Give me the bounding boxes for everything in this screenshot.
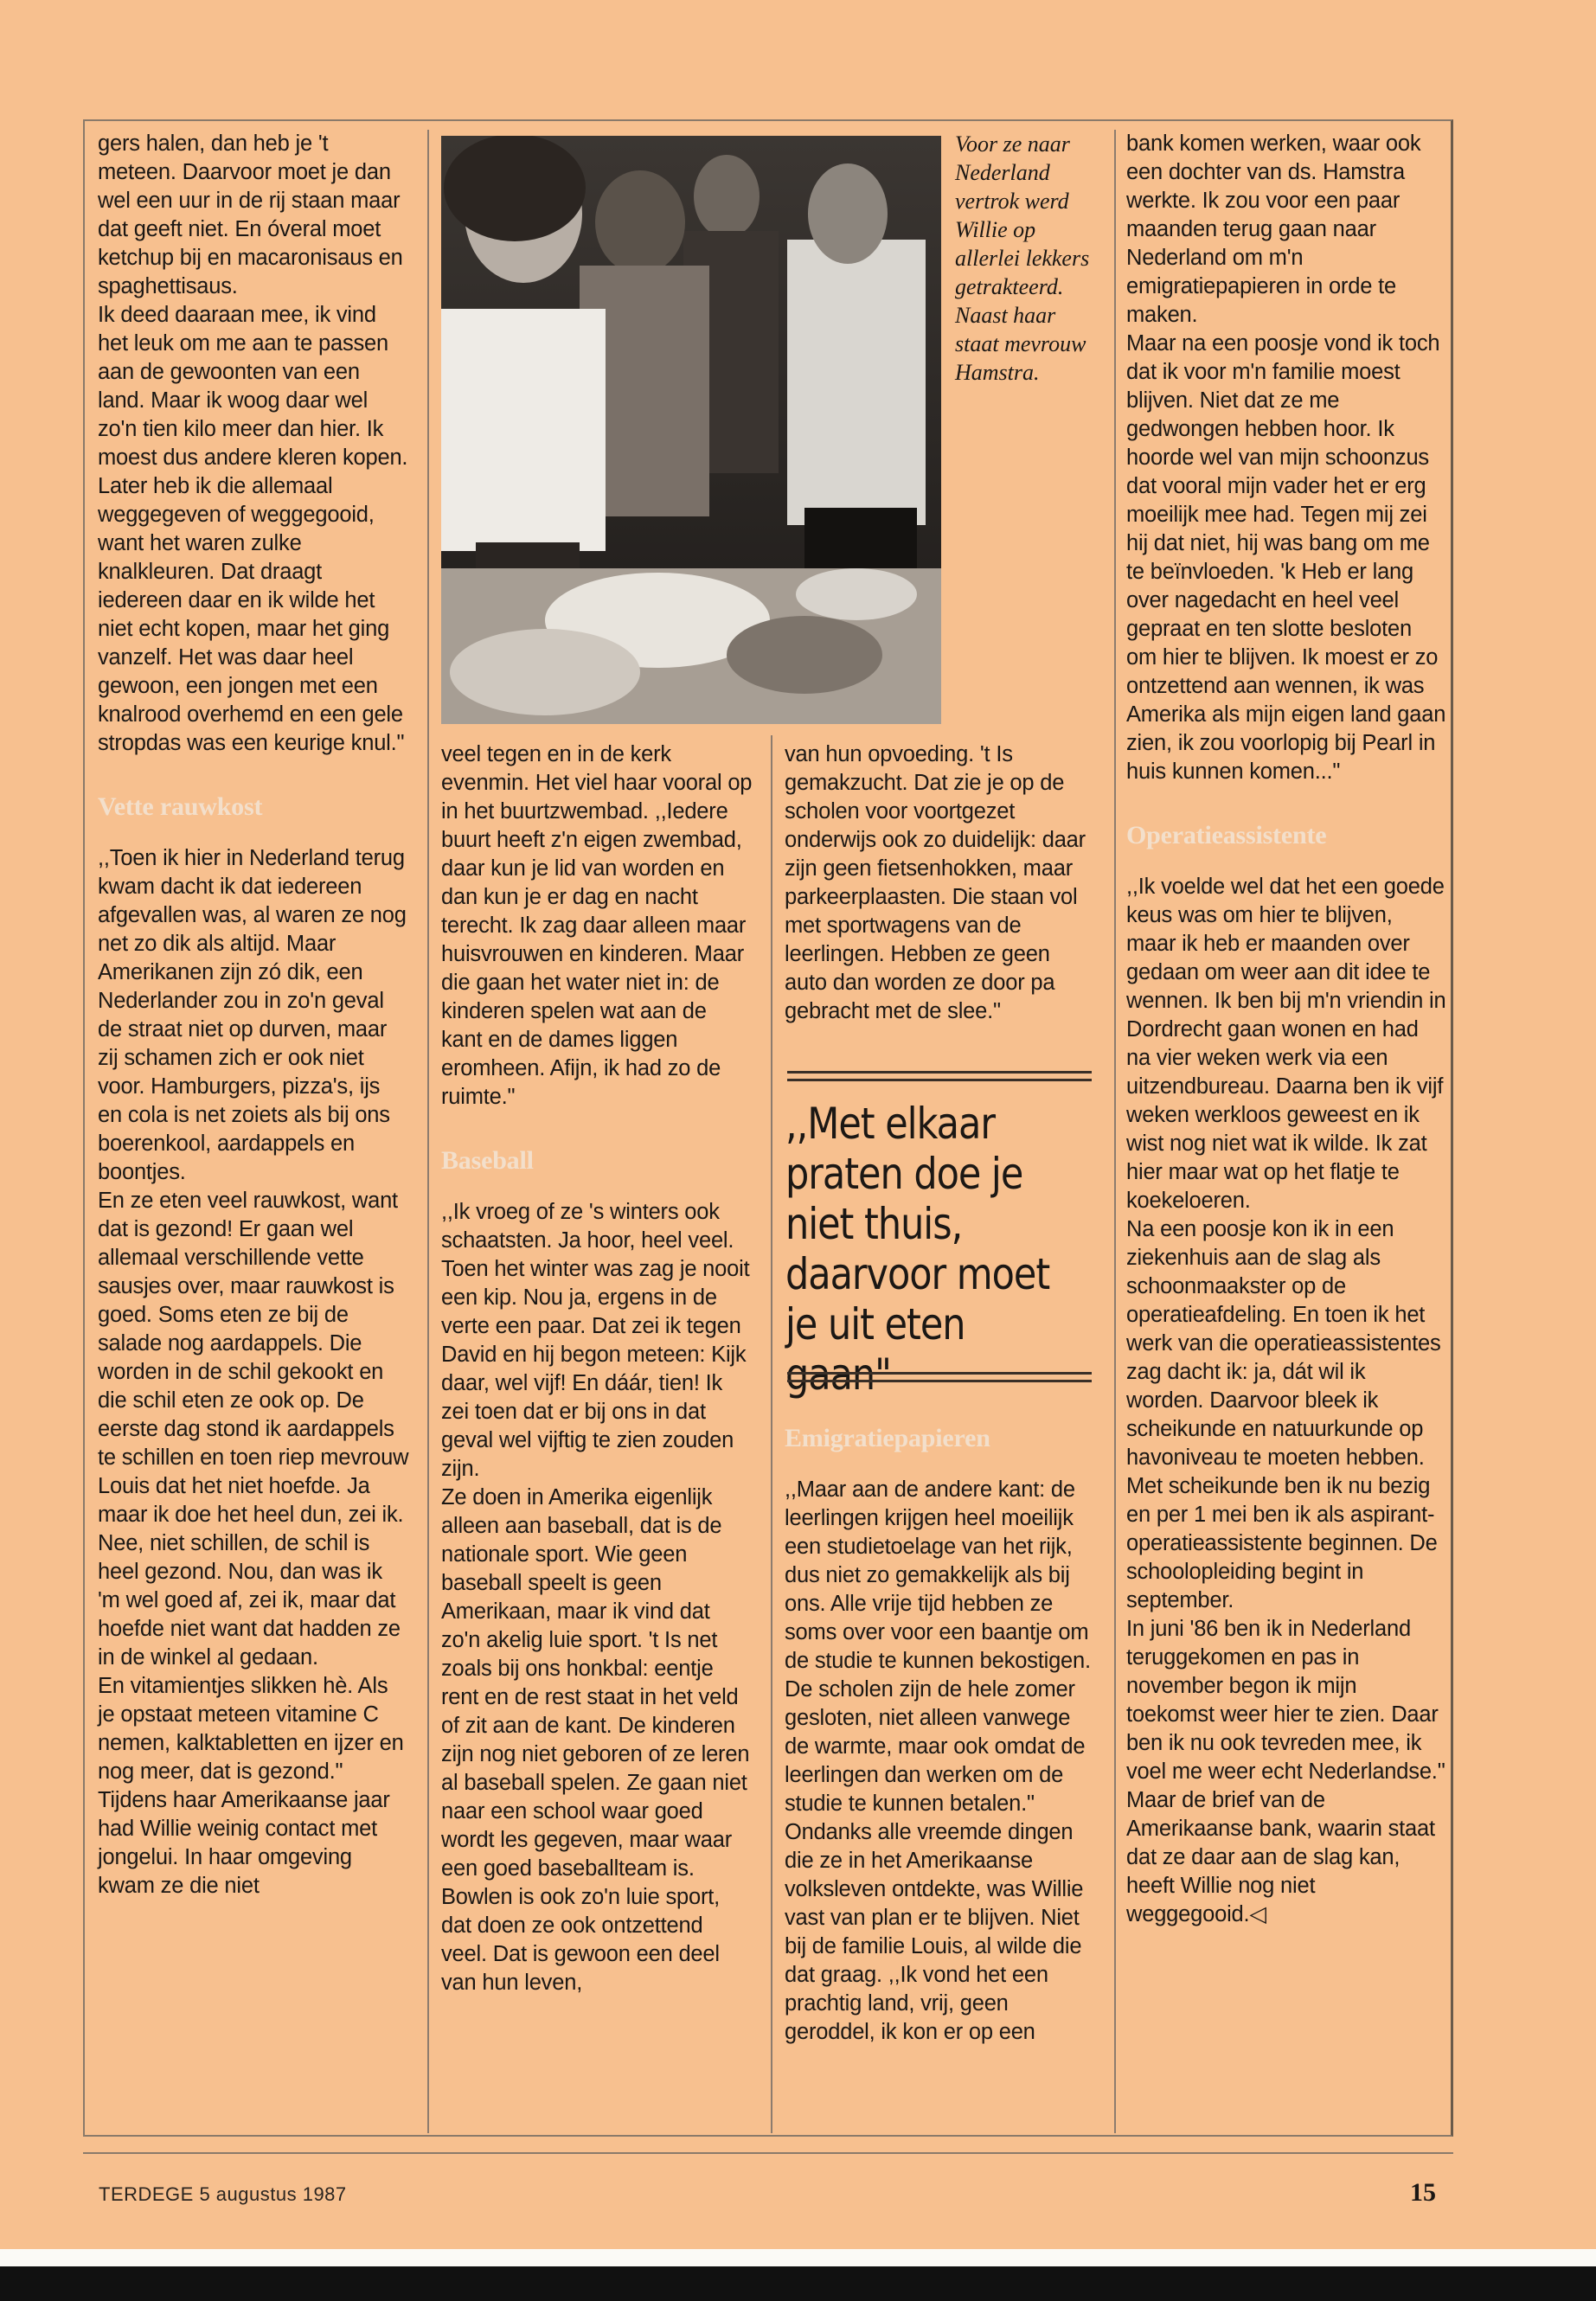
text-column-2 <box>441 740 753 1997</box>
paragraph: veel tegen en in de kerk evenmin. Het viel haar vooral op in het buurtzwembad. ,,Iedere buurt heeft z'n eigen zwembad, daar kun je lid van worden en dan kun je er dag en nacht terecht. Ik zag daar alleen maar huisvrouwen en kinderen. Maar die gaan het water niet in: de kinderen spelen wat aan de kant en de dames liggen eromheen. Afijn, ik had zo de ruimte." <box>441 742 753 1109</box>
subheading-operatieassistente: Operatieassistente <box>1126 821 1327 849</box>
paragraph: ,,Ik vroeg of ze 's winters ook schaatsten. Ja hoor, heel veel. Toen het winter was zag je nooit een kip. Nou ja, ergens in de verte een paar. Dat zei ik tegen David en hij begon meteen: Kijk daar, wel vijf! En dáár, tien! Ik zei toen dat er bij ons in dat geval wel vijftig te zien zouden zijn. <box>441 1200 750 1481</box>
column-divider <box>427 130 429 2133</box>
paragraph: ,,Ik voelde wel dat het een goede keus was om hier te blijven, maar ik heb er maanden over gedaan om weer aan dit idee te wennen. Ik ben bij m'n vriendin in Dordrecht gaan wonen en had na vier weken werk via een uitzendbureau. Daarna ben ik vijf weken werkloos geweest en ik wist nog niet wat ik wilde. Ik zat hier maar wat op het flatje te koekeloeren. <box>1126 875 1446 1213</box>
subheading-emigratiepapieren: Emigratiepapieren <box>785 1424 990 1452</box>
column-divider <box>771 735 772 2133</box>
photo-caption: Voor ze naar Nederland vertrok werd Willie op allerlei lekkers getrakteerd. Naast haar staat mevrouw Hamstra. <box>955 131 1090 385</box>
paragraph: Tijdens haar Amerikaanse jaar had Willie weinig contact met jongelui. In haar omgeving kwam ze die niet <box>98 1788 390 1898</box>
paragraph: En ze eten veel rauwkost, want dat is gezond! Er gaan wel allemaal verschillende vette sausjes over, maar rauwkost is goed. Soms eten ze bij de salade nog aardappels. Die worden in de schil gekookt en die schil eten ze ook op. De eerste dag stond ik aardappels te schillen en toen riep mevrouw Louis dat het niet hoefde. Ja maar ik doe het heel dun, zei ik. Nee, niet schillen, de schil is heel gezond. Nou, dan was ik 'm wel goed af, zei ik, maar dat hoefde niet want dat hadden ze in de winkel al gedaan. <box>98 1189 409 1670</box>
text-column-3-lower <box>785 1400 1096 2047</box>
paragraph: gers halen, dan heb je 't meteen. Daarvoor moet je dan wel een uur in de rij staan maar dat geeft niet. En óveral moet ketchup bij en macaronisaus en spaghettisaus. <box>98 131 403 298</box>
scan-edge <box>0 2266 1596 2301</box>
photo-willie-farewell <box>441 136 941 724</box>
subheading-baseball: Baseball <box>441 1146 534 1175</box>
paragraph: Ik deed daaraan mee, ik vind het leuk om me aan te passen aan de gewoonten van een land. Maar ik woog daar wel zo'n tien kilo meer dan hier. Ik moest dus andere kleren kopen. Later heb ik die allemaal weggegeven of weggegooid, want het waren zulke knalkleuren. Dat draagt iedereen daar en ik wilde het niet echt kopen, maar het ging vanzelf. Het was daar heel gewoon, een jongen met een knalrood overhemd en een gele stropdas was een keurige knul." <box>98 303 408 755</box>
quote-rule-top <box>787 1071 1092 1081</box>
paragraph: En vitamientjes slikken hè. Als je opstaat meteen vitamine C nemen, kalktabletten en ijzer en nog meer, dat is gezond." <box>98 1674 404 1784</box>
footer-rule <box>83 2152 1453 2154</box>
scan-margin <box>0 2249 1596 2266</box>
photo-illustration <box>441 136 941 724</box>
page-number: 15 <box>1410 2178 1436 2207</box>
paragraph: Ondanks alle vreemde dingen die ze in het Amerikaanse volksleven ontdekte, was Willie vast van plan er te blijven. Niet bij de familie Louis, al wilde die dat graag. ,,Ik vond het een prachtig land, vrij, geen geroddel, ik kon er op een <box>785 1820 1084 2044</box>
subheading-vette-rauwkost: Vette rauwkost <box>98 792 263 821</box>
paragraph: Bowlen is ook zo'n luie sport, dat doen ze ook ontzettend veel. Dat is gewoon een deel van hun leven, <box>441 1885 721 1995</box>
paragraph: bank komen werken, waar ook een dochter van ds. Hamstra werkte. Ik zou voor een paar maanden terug gaan naar Nederland om m'n emigratiepapieren in orde te maken. <box>1126 131 1421 327</box>
paragraph: Na een poosje kon ik in een ziekenhuis aan de slag als schoonmaakster op de operatieafdeling. En toen ik het werk van die operatieassistentes zag dacht ik: ja, dát wil ik worden. Daarvoor bleek ik scheikunde en natuurkunde op havoniveau te moeten hebben. Met scheikunde ben ik nu bezig en per 1 mei ben ik als aspirant-operatieassistente beginnen. De schoolopleiding begint in september. <box>1126 1217 1441 1612</box>
column-divider <box>1114 130 1116 2133</box>
paragraph: ,,Toen ik hier in Nederland terug kwam dacht ik dat iedereen afgevallen was, al waren ze nog net zo dik als altijd. Maar Amerikanen zijn zó dik, een Nederlander zou in zo'n geval de straat niet op durven, maar zij schamen zich er ook niet voor. Hamburgers, pizza's, ijs en cola is net zoiets als bij ons boerenkool, aardappels en boontjes. <box>98 846 407 1184</box>
pull-quote: ,,Met elkaar praten doe je niet thuis, daarvoor moet je uit eten gaan" <box>785 1099 1050 1400</box>
text-column-1 <box>98 130 409 1900</box>
paragraph: ,,Maar aan de andere kant: de leerlingen krijgen heel moeilijk een studietoelage van het rijk, dus niet zo gemakkelijk als bij ons. Alle vrije tijd hebben ze soms over voor een baantje om de studie te kunnen bekostigen. De scholen zijn de hele zomer gesloten, niet alleen vanwege de warmte, maar ook omdat de leerlingen dan werken om de studie te kunnen betalen." <box>785 1477 1091 1816</box>
paragraph: Maar na een poosje vond ik toch dat ik voor m'n familie moest blijven. Niet dat ze me gedwongen hebben hoor. Ik hoorde wel van mijn schoonzus dat vooral mijn vader het er erg moeilijk mee had. Tegen mij zei hij dat niet, hij was bang om me te beïnvloeden. 'k Heb er lang over nagedacht en heel veel gepraat en ten slotte besloten om hier te blijven. Ik moest er zo ontzettend aan wennen, ik was Amerika als mijn eigen land gaan zien, ik zou voorlopig bij Pearl in huis kunnen komen..." <box>1126 331 1446 784</box>
text-column-3 <box>785 740 1096 1026</box>
footer-magazine-date: TERDEGE 5 augustus 1987 <box>99 2183 347 2205</box>
quote-rule-bottom <box>787 1372 1092 1382</box>
paragraph: In juni '86 ben ik in Nederland teruggekomen en pas in november begon ik mijn toekomst weer hier te zien. Daar ben ik nu ook tevreden mee, ik voel me weer echt Nederlandse." Maar de brief van de Amerikaanse bank, waarin staat dat ze daar aan de slag kan, heeft Willie nog niet weggegooid.◁ <box>1126 1617 1445 1926</box>
paragraph: van hun opvoeding. 't Is gemakzucht. Dat zie je op de scholen voor voortgezet onderwijs ook zo duidelijk: daar zijn geen fietsenhokken, maar parkeerplaasten. Die staan vol met sportwagens van de leerlingen. Hebben ze geen auto dan worden ze door pa gebracht met de slee." <box>785 742 1086 1023</box>
text-column-4 <box>1126 130 1446 1929</box>
paragraph: Ze doen in Amerika eigenlijk alleen aan baseball, dat is de nationale sport. Wie geen baseball speelt is geen Amerikaan, maar ik vind dat zo'n akelig luie sport. 't Is net zoals bij ons honkbal: eentje rent en de rest staat in het veld of zit aan de kant. De kinderen zijn nog niet geboren of ze leren al baseball spelen. Ze gaan niet naar een school waar goed wordt les gegeven, maar waar een goed baseballteam is. <box>441 1485 750 1881</box>
